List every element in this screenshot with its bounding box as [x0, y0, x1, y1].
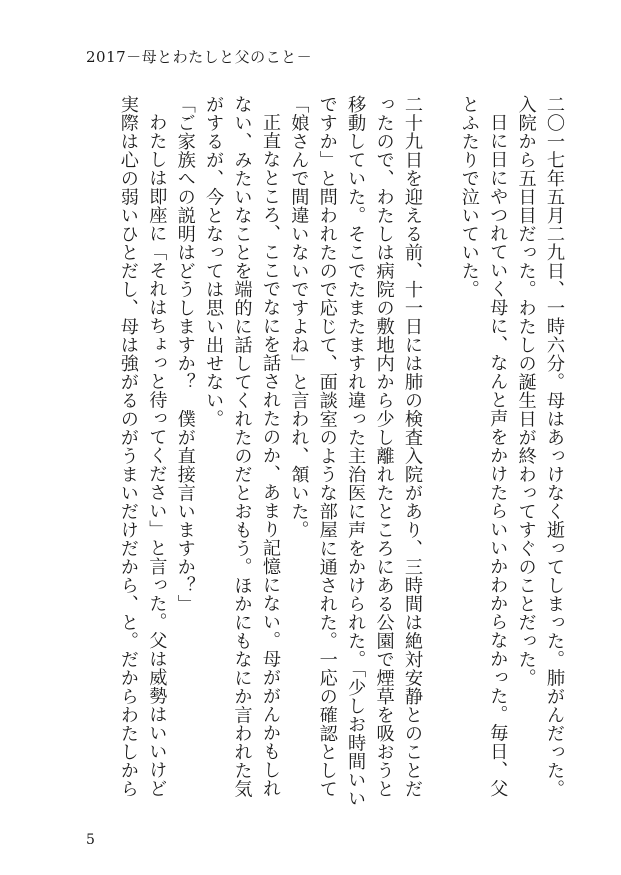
paragraph: 日に日にやつれていく母に、なんと声をかけたらいいかわからなかった。毎日、父とふたりで泣いていた。 — [458, 95, 509, 798]
paragraph: 正直なところ、ここでなにを話されたのか、あまり記憶にない。母ががんかもしれない、みたいなことを端的に話してくれたのだとおもう。ほかにもなにか言われた気がするが、今となっては思い出せない。 — [203, 95, 281, 798]
vertical-body-text — [86, 95, 568, 815]
running-header: 2017－母とわたしと父のこと－ — [86, 48, 313, 66]
blank-line — [426, 95, 454, 815]
paragraph: わたしは即座に「それはちょっと待ってください」と言った。父は威勢はいいけど実際は心の弱いひとだし、母は強がるのがうまいだけだから、と。だからわたしから — [117, 95, 168, 798]
quote-paragraph: 「ご家族への説明はどうしますか？ 僕が直接言いますか？」 — [174, 95, 196, 613]
page-number: 5 — [86, 832, 95, 848]
paragraph: 二十九日を迎える前、十一日には肺の検査入院があり、三時間は絶対安静とのことだったので、わたしは病院の敷地内から少し離れたところにある公園で煙草を吸おうと移動していた。そこでたまたますれ違った主治医に声をかけられた。「少しお時間いいですか」と問われたので応じて、面談室のような部屋に通された。一応の確認として「娘さんで間違いないですよね」と言われ、頷いた。 — [288, 95, 423, 808]
paragraph: 二〇一七年五月二九日、一時六分。母はあっけなく逝ってしまった。肺がんだった。入院から五日目だった。わたしの誕生日が終わってすぐのことだった。 — [515, 95, 565, 798]
